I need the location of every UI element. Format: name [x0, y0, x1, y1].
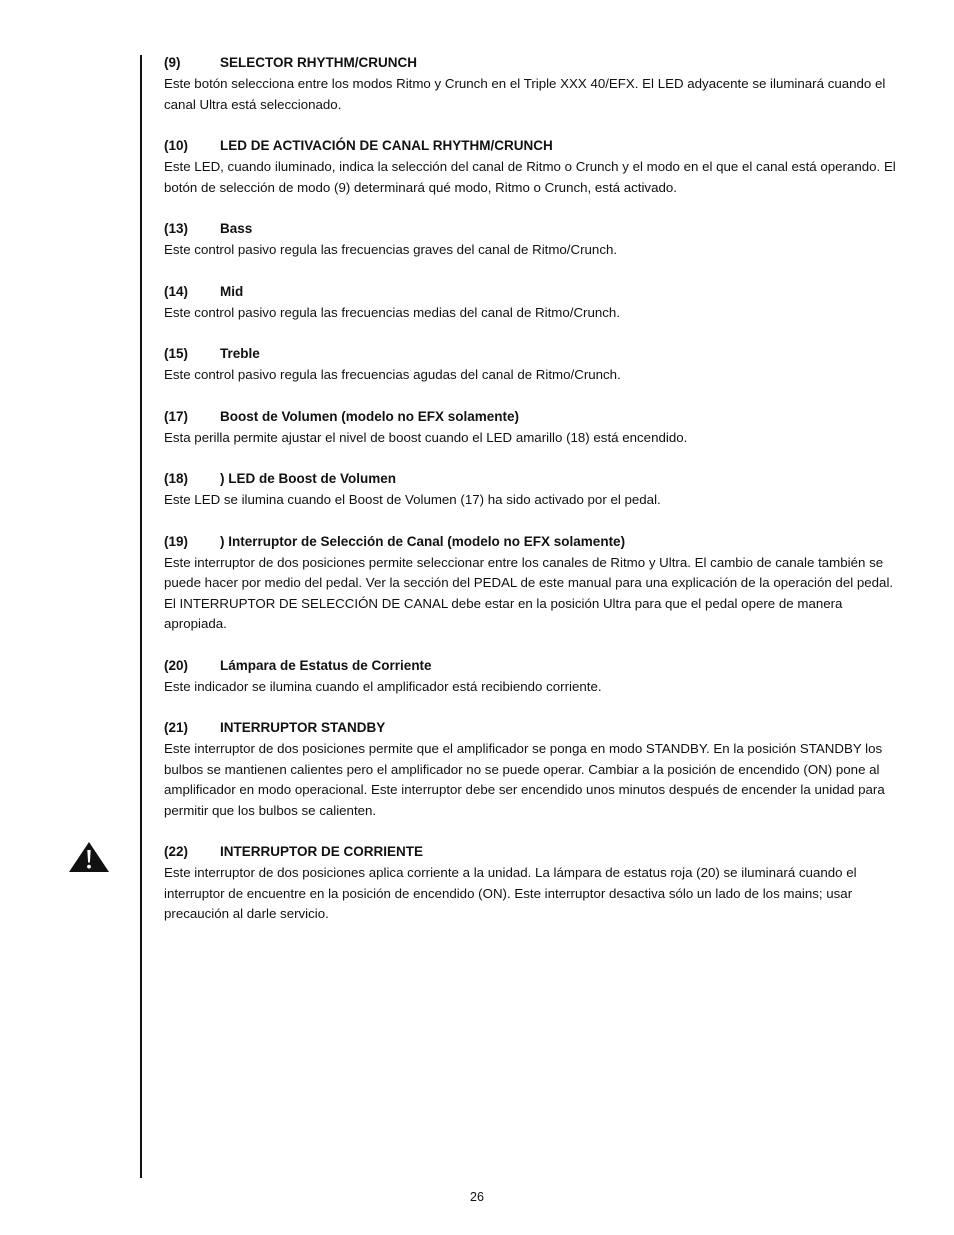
section-body: Este control pasivo regula las frecuencias graves del canal de Ritmo/Crunch. [164, 242, 618, 257]
section-17 [164, 408, 904, 449]
section-number: (10) [164, 138, 189, 153]
margin-rule [140, 55, 142, 1178]
section-heading [164, 657, 904, 674]
section-number: (22) [164, 844, 189, 859]
section-heading [164, 345, 904, 362]
section-body: Este control pasivo regula las frecuencias agudas del canal de Ritmo/Crunch. [164, 367, 621, 382]
warning-triangle-icon [68, 841, 110, 873]
section-body: Este LED se ilumina cuando el Boost de Volumen (17) ha sido activado por el pedal. [164, 492, 661, 507]
section-heading [164, 843, 904, 860]
section-body: Este indicador se ilumina cuando el amplificador está recibiendo corriente. [164, 678, 602, 694]
section-20 [164, 657, 904, 698]
section-number: (13) [164, 221, 189, 236]
section-body: Este LED, cuando iluminado, indica la selección del canal de Ritmo o Crunch y el modo en el que el canal está operando. El botón de selección de modo (9) determinará qué modo, Ritmo o Crunch, está activado. [164, 159, 896, 195]
section-title: Treble [220, 346, 260, 361]
section-title: Mid [220, 283, 244, 299]
section-title: INTERRUPTOR STANDBY [220, 720, 386, 735]
section-title: Lámpara de Estatus de Corriente [220, 657, 432, 673]
section-number: (17) [164, 408, 189, 424]
section-body: Esta perilla permite ajustar el nivel de boost cuando el LED amarillo (18) está encendido. [164, 429, 688, 445]
section-heading [164, 283, 904, 300]
section-body: Este interruptor de dos posiciones permite seleccionar entre los canales de Ritmo y Ultra. El cambio de canale también se puede hacer por medio del pedal. Ver la sección del PEDAL de este manual para una explicación de la operación del pedal. El INTERRUPTOR DE SELECCIÓN DE CANAL debe estar en la posición Ultra para que el pedal opere de manera apropiada. [164, 554, 894, 631]
section-title: Bass [220, 221, 253, 236]
section-number: (15) [164, 346, 189, 361]
section-heading [164, 137, 904, 154]
section-heading [164, 54, 904, 71]
section-heading [164, 220, 904, 237]
section-10 [164, 137, 904, 198]
section-15 [164, 345, 904, 386]
section-number: (14) [164, 283, 189, 299]
section-number: (9) [164, 55, 181, 70]
section-14 [164, 283, 904, 324]
section-number: (18) [164, 471, 189, 486]
section-number: (20) [164, 657, 189, 673]
section-13 [164, 220, 904, 261]
section-body: Este interruptor de dos posiciones permite que el amplificador se ponga en modo STANDBY. En la posición STANDBY los bulbos se mantienen calientes pero el amplificador no se puede operar. Cambiar a la posición de encendido (ON) pone al amplificador en modo operacional. Este interruptor debe ser encendido unos minutos después de encender la unidad para permitir que los bulbos se calienten. [164, 741, 885, 818]
section-title: Boost de Volumen (modelo no EFX solamente) [220, 408, 520, 424]
section-title: SELECTOR RHYTHM/CRUNCH [220, 55, 418, 70]
section-heading [164, 470, 904, 487]
section-18 [164, 470, 904, 511]
section-19 [164, 533, 904, 635]
section-heading [164, 408, 904, 425]
section-number: (21) [164, 720, 189, 735]
section-title: ) Interruptor de Selección de Canal (modelo no EFX solamente) [220, 533, 626, 549]
section-heading [164, 719, 904, 736]
page-number: 26 [470, 1190, 484, 1204]
section-22 [164, 843, 904, 925]
document-content [164, 54, 904, 947]
section-title: ) LED de Boost de Volumen [220, 471, 397, 486]
section-body: Este control pasivo regula las frecuencias medias del canal de Ritmo/Crunch. [164, 304, 621, 320]
section-body: Este interruptor de dos posiciones aplica corriente a la unidad. La lámpara de estatus roja (20) se iluminará cuando el interruptor de encuentre en la posición de encendido (ON). Este interruptor desactiva sólo un lado de los mains; usar precaución al darle servicio. [164, 865, 857, 921]
section-heading [164, 533, 904, 550]
section-number: (19) [164, 533, 189, 549]
section-21 [164, 719, 904, 821]
section-body: Este botón selecciona entre los modos Ritmo y Crunch en el Triple XXX 40/EFX. El LED adyacente se iluminará cuando el canal Ultra está seleccionado. [164, 76, 886, 112]
section-title: INTERRUPTOR DE CORRIENTE [220, 844, 424, 859]
section-9 [164, 54, 904, 115]
section-title: LED DE ACTIVACIÓN DE CANAL RHYTHM/CRUNCH [220, 138, 553, 153]
